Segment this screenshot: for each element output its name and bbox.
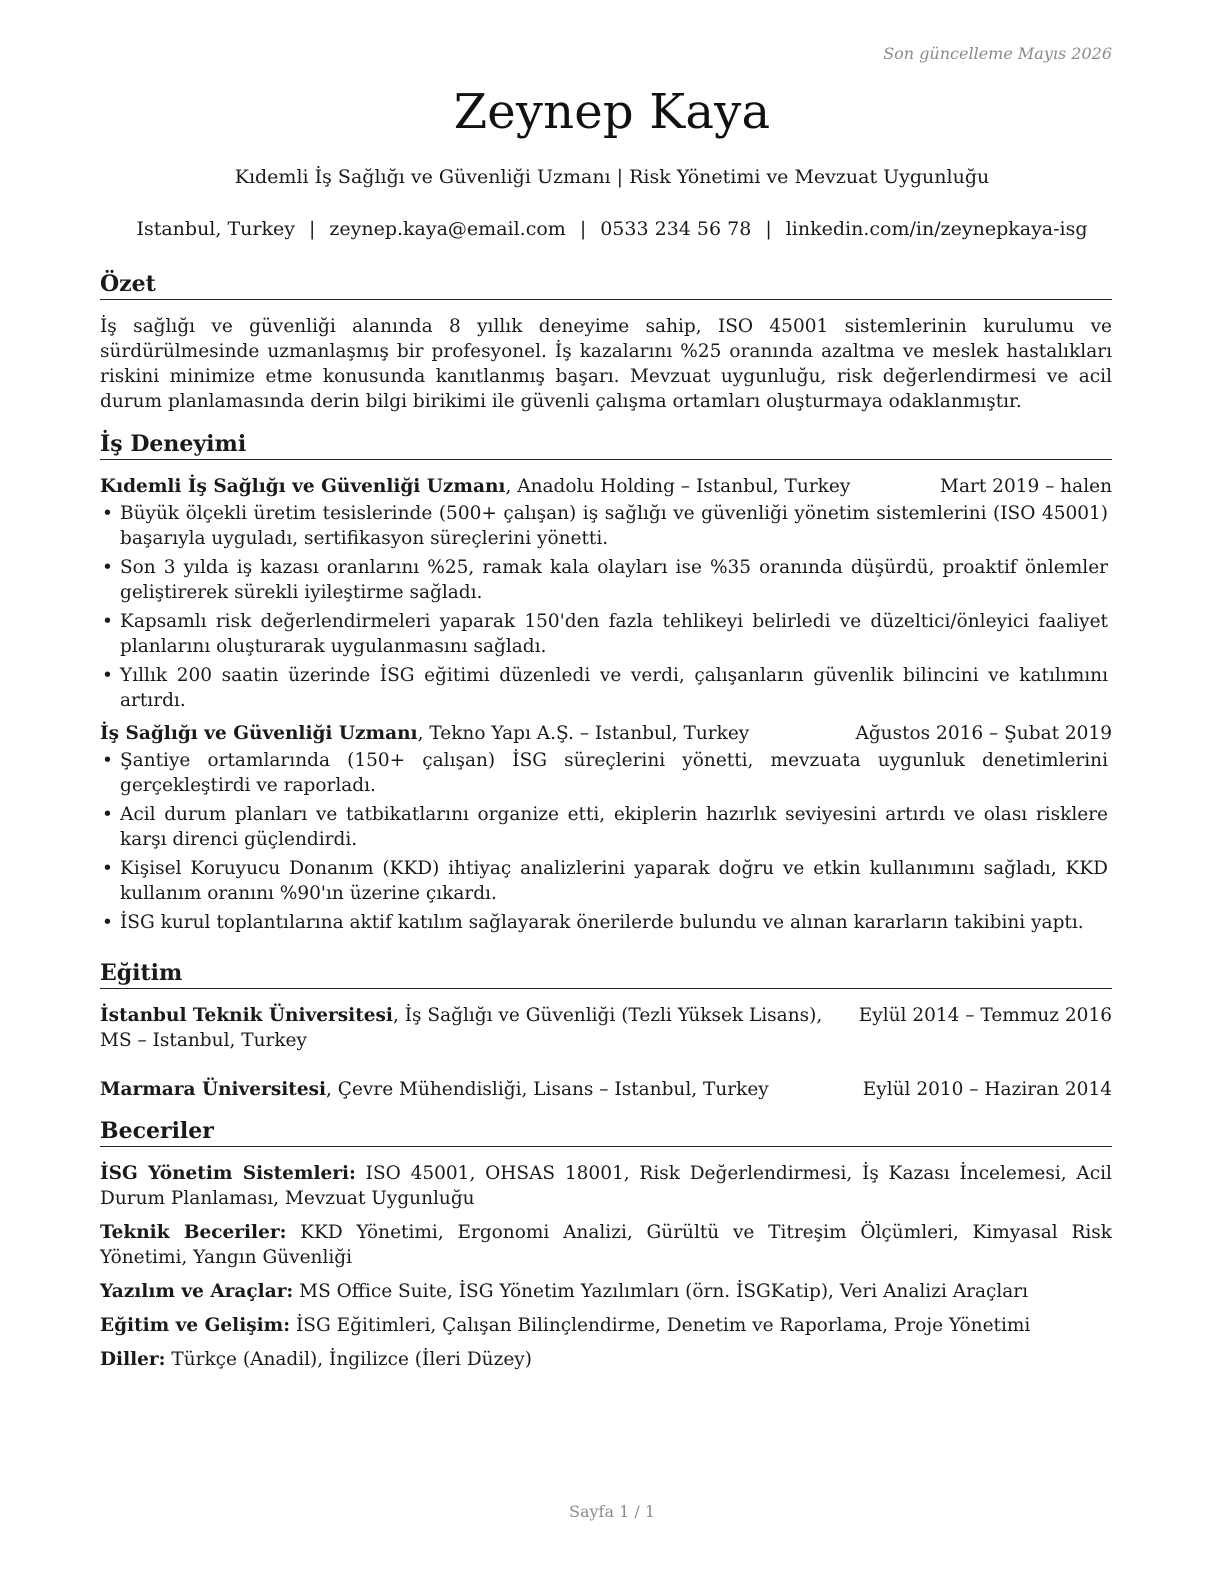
job-bullets <box>100 748 1112 935</box>
bullet-icon: • <box>102 858 113 879</box>
last-updated: Son güncelleme Mayıs 2026 <box>883 44 1112 63</box>
education-entry <box>100 1003 1112 1053</box>
education-school: Marmara Üniversitesi <box>100 1079 327 1100</box>
candidate-name: Zeynep Kaya <box>453 84 771 140</box>
job-dates: Ağustos 2016 – Şubat 2019 <box>855 723 1112 744</box>
tagline: Kıdemli İş Sağlığı ve Güvenliği Uzmanı | Risk Yönetimi ve Mevzuat Uygunluğu <box>234 166 990 188</box>
bullet-text: Son 3 yılda iş kazası oranlarını %25, ramak kala olayları ise %35 oranında düşürdü, proaktif önlemler geliştirerek sürekli iyileştirme sağladı. <box>120 557 1108 603</box>
education-school: İstanbul Teknik Üniversitesi <box>100 1005 393 1026</box>
skill-label: İSG Yönetim Sistemleri: <box>100 1163 356 1184</box>
education-entry <box>100 1077 1112 1102</box>
skill-label: Eğitim ve Gelişim: <box>100 1315 291 1336</box>
bullet-text: Acil durum planları ve tatbikatlarını organize etti, ekiplerin hazırlık seviyesini artırdı ve olası risklere karşı direnci güçlendirdi. <box>120 804 1108 850</box>
skill-value: Türkçe (Anadil), İngilizce (İleri Düzey) <box>165 1349 532 1370</box>
summary-text: İş sağlığı ve güvenliği alanında 8 yıllık deneyime sahip, ISO 45001 sistemlerinin kurulumu ve sürdürülmesinde uzmanlaşmış bir profesyonel. İş kazalarını %25 oranında azaltma ve meslek hastalıkları riskini minimize etme konusunda kanıtlanmış başarı. Mevzuat uygunluğu, risk değerlendirmesi ve acil durum planlamasında derin bilgi birikimi ile güvenli çalışma ortamları oluşturmaya odaklanmıştır. <box>100 316 1112 412</box>
job-title-org <box>100 474 850 499</box>
summary-section <box>100 314 1112 414</box>
education-dates: Eylül 2010 – Haziran 2014 <box>862 1079 1112 1100</box>
section-title-summary: Özet <box>100 270 1112 300</box>
contact-separator: | <box>308 218 316 240</box>
contact-location: Istanbul, Turkey <box>136 218 295 240</box>
skill-value: İSG Eğitimleri, Çalışan Bilinçlendirme, Denetim ve Raporlama, Proje Yönetimi <box>290 1315 1031 1336</box>
job-entry <box>100 721 1112 939</box>
skills-section <box>100 1161 1112 1381</box>
bullet-icon: • <box>102 750 113 771</box>
job-org: , Anadolu Holding – Istanbul, Turkey <box>505 476 851 497</box>
skill-value: KKD Yönetimi, Ergonomi Analizi, Gürültü ve Titreşim Ölçümleri, Kimyasal Risk Yönetimi, Yangın Güvenliği <box>100 1222 1112 1268</box>
education-detail: , Çevre Mühendisliği, Lisans – Istanbul, Turkey <box>326 1079 769 1100</box>
education-detail: , İş Sağlığı ve Güvenliği (Tezli Yüksek Lisans), MS – Istanbul, Turkey <box>100 1005 823 1051</box>
skill-value: MS Office Suite, İSG Yönetim Yazılımları (örn. İSGKatip), Veri Analizi Araçları <box>293 1281 1029 1302</box>
list-item <box>100 748 1112 798</box>
education-school-line <box>100 1003 859 1053</box>
job-header <box>100 721 1112 746</box>
contact-line <box>0 218 1224 240</box>
job-bullets <box>100 501 1112 713</box>
skill-label: Yazılım ve Araçlar: <box>100 1281 294 1302</box>
section-title-skills: Beceriler <box>100 1117 1112 1147</box>
bullet-icon: • <box>102 503 113 524</box>
contact-phone[interactable]: 0533 234 56 78 <box>600 218 752 240</box>
bullet-icon: • <box>102 912 113 933</box>
job-entry <box>100 474 1112 717</box>
education-header <box>100 1077 1112 1102</box>
skill-row <box>100 1161 1112 1211</box>
bullet-icon: • <box>102 557 113 578</box>
skill-value: ISO 45001, OHSAS 18001, Risk Değerlendirmesi, İş Kazası İncelemesi, Acil Durum Planlaması, Mevzuat Uygunluğu <box>100 1163 1112 1209</box>
list-item <box>100 501 1112 551</box>
education-header <box>100 1003 1112 1053</box>
bullet-text: Büyük ölçekli üretim tesislerinde (500+ çalışan) iş sağlığı ve güvenliği yönetim sistemlerini (ISO 45001) başarıyla uyguladı, sertifikasyon süreçlerini yönetti. <box>120 503 1108 549</box>
bullet-text: İSG kurul toplantılarına aktif katılım sağlayarak önerilerde bulundu ve alınan kararların takibini yaptı. <box>120 912 1084 933</box>
skill-label: Teknik Beceriler: <box>100 1222 287 1243</box>
job-role: İş Sağlığı ve Güvenliği Uzmanı <box>100 723 418 744</box>
section-title-experience: İş Deneyimi <box>100 430 1112 460</box>
job-dates: Mart 2019 – halen <box>940 476 1112 497</box>
skill-label: Diller: <box>100 1349 166 1370</box>
bullet-text: Kişisel Koruyucu Donanım (KKD) ihtiyaç analizlerini yaparak doğru ve etkin kullanımını sağladı, KKD kullanım oranını %90'ın üzerine çıkardı. <box>120 858 1108 904</box>
job-header <box>100 474 1112 499</box>
job-org: , Tekno Yapı A.Ş. – Istanbul, Turkey <box>417 723 750 744</box>
list-item <box>100 609 1112 659</box>
skill-row <box>100 1347 1112 1372</box>
list-item <box>100 910 1112 935</box>
bullet-icon: • <box>102 804 113 825</box>
contact-separator: | <box>579 218 587 240</box>
skill-row <box>100 1313 1112 1338</box>
section-title-education: Eğitim <box>100 959 1112 989</box>
list-item <box>100 802 1112 852</box>
contact-separator: | <box>765 218 772 240</box>
list-item <box>100 555 1112 605</box>
page-number: Sayfa 1 / 1 <box>568 1502 655 1521</box>
bullet-text: Şantiye ortamlarında (150+ çalışan) İSG süreçlerini yönetti, mevzuata uygunluk denetimlerini gerçekleştirdi ve raporladı. <box>120 750 1108 796</box>
contact-email[interactable]: zeynep.kaya@email.com <box>329 218 566 240</box>
education-dates: Eylül 2014 – Temmuz 2016 <box>858 1005 1112 1026</box>
bullet-icon: • <box>102 665 113 686</box>
job-role: Kıdemli İş Sağlığı ve Güvenliği Uzmanı <box>100 476 506 497</box>
bullet-text: Yıllık 200 saatin üzerinde İSG eğitimi düzenledi ve verdi, çalışanların güvenlik bilincini ve katılımını artırdı. <box>120 665 1108 711</box>
list-item <box>100 856 1112 906</box>
list-item <box>100 663 1112 713</box>
job-title-org <box>100 721 749 746</box>
skill-row <box>100 1279 1112 1304</box>
bullet-icon: • <box>102 611 113 632</box>
contact-linkedin[interactable]: linkedin.com/in/zeynepkaya-isg <box>785 218 1088 240</box>
education-school-line <box>100 1077 769 1102</box>
skill-row <box>100 1220 1112 1270</box>
bullet-text: Kapsamlı risk değerlendirmeleri yaparak 150'den fazla tehlikeyi belirledi ve düzeltici/önleyici faaliyet planlarını oluşturarak uygulanmasını sağladı. <box>120 611 1108 657</box>
